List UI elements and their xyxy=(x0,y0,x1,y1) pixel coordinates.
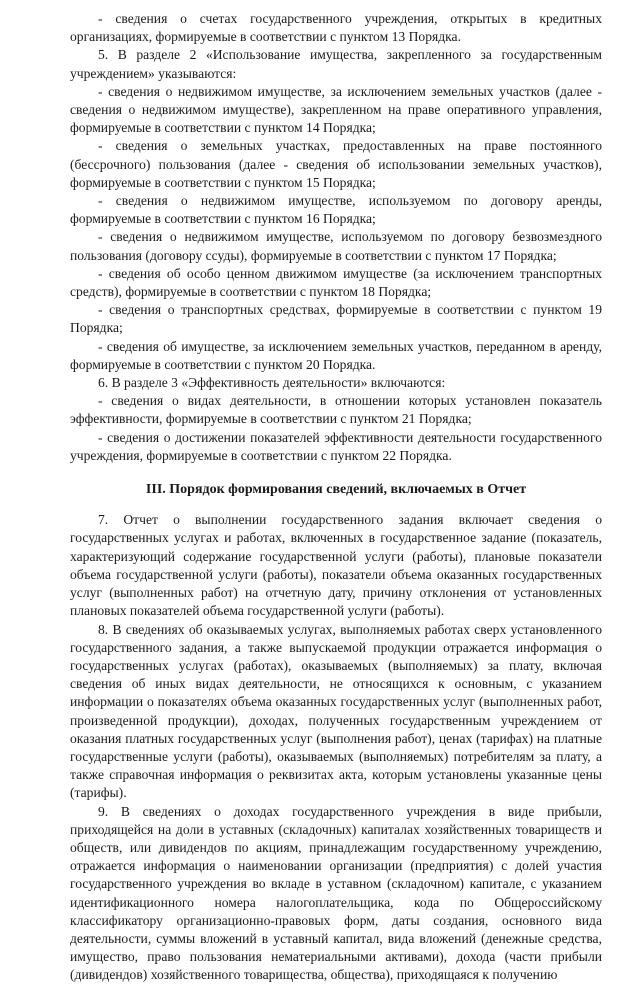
list-item-vehicles: - сведения о транспортных средствах, формируемые в соответствии с пунктом 19 Порядка; xyxy=(70,302,602,336)
list-item-lease: - сведения о недвижимом имуществе, используемом по договору аренды, формируемые в соответствии с пунктом 16 Порядка; xyxy=(70,193,602,227)
paragraph-item-8: 8. В сведениях об оказываемых услугах, выполняемых работах сверх установленного государственного задания, а также выпускаемой продукции отражается информация о государственных услугах (работах), оказываемых (выполняемых) за плату, включая сведения об иных видах деятельности, не относящихся к основным, с указанием информации о показателях объема оказанных государственных услуг (выполненных работ, произведенной продукции), доходах, полученных государственным учреждением от оказания платных государственных услуг (выполнения работ), ценах (тарифах) на платные государственные услуги (работы), оказываемых (выполняемых) потребителям за плату, а также справочная информация о реквизитах акта, которым установлены указанные цены (тарифы). xyxy=(70,621,602,801)
paragraph-item-6: 6. В разделе 3 «Эффективность деятельности» включаются: xyxy=(98,375,446,391)
paragraph-item-5: 5. В разделе 2 «Использование имущества, закрепленного за государственным учреждением» указываются: xyxy=(70,47,602,81)
list-item-real-estate: - сведения о недвижимом имуществе, за исключением земельных участков (далее - сведения о недвижимом имуществе), закрепленном на праве оперативного управления, формируемые в соответствии с пунктом 14 Порядка; xyxy=(70,83,602,136)
list-item-activity-types: - сведения о видах деятельности, в отношении которых установлен показатель эффективности, формируемые в соответствии с пунктом 21 Порядка; xyxy=(70,393,602,427)
list-item-movable-property: - сведения об особо ценном движимом имуществе (за исключением транспортных средств), формируемые в соответствии с пунктом 18 Порядка; xyxy=(70,265,602,300)
document-page xyxy=(70,10,602,985)
section-heading: III. Порядок формирования сведений, включаемых в Отчет xyxy=(145,482,527,498)
paragraph-item-7: 7. Отчет о выполнении государственного задания включает сведения о государственных услугах и работах, включенных в государственное задание (показатель, характеризующий содержание государственной услуги (работы), плановые показатели объема государственной услуги (работы), показатели объема оказанных государственных услуг (выполненных работ) на отчетную дату, причину отклонения от установленных плановых показателей объема государственной услуги (работы). xyxy=(70,512,602,619)
list-item-free-use: - сведения о недвижимом имуществе, используемом по договору безвозмездного пользования (договору ссуды), формируемые в соответствии с пунктом 17 Порядка; xyxy=(70,229,602,263)
list-item-efficiency: - сведения о достижении показателей эффективности деятельности государственного учреждения, формируемые в соответствии с пунктом 22 Порядка. xyxy=(70,429,602,463)
paragraph-accounts-info: - сведения о счетах государственного учреждения, открытых в кредитных организациях, формируемые в соответствии с пунктом 13 Порядка. xyxy=(70,11,602,45)
paragraph-item-9: 9. В сведениях о доходах государственного учреждения в виде прибыли, приходящейся на доли в уставных (складочных) капиталах хозяйственных товариществ и обществ, или дивидендов по акциям, принадлежащим государственному учреждению, отражается информация о наименовании организации (предприятия) с долей участия государственного учреждения во вкладе в уставном (складочном) капитале, с указанием идентификационного номера налогоплательщика, кода по Общероссийскому классификатору организационно-правовых форм, даты создания, основного вида деятельности, суммы вложений в уставный капитал, вида вложений (денежные средства, имущество, право пользования нематериальными активами), дохода (части прибыли (дивидендов) хозяйственного товарищества, общества), приходящаяся к получению xyxy=(70,803,602,983)
list-item-land-plots: - сведения о земельных участках, предоставленных на праве постоянного (бессрочного) пользования (далее - сведения об использовании земельных участков), формируемые в соответствии с пунктом 15 Порядка; xyxy=(70,138,602,190)
list-item-leased-out: - сведения об имуществе, за исключением земельных участков, переданном в аренду, формируемые в соответствии с пунктом 20 Порядка. xyxy=(70,338,602,372)
